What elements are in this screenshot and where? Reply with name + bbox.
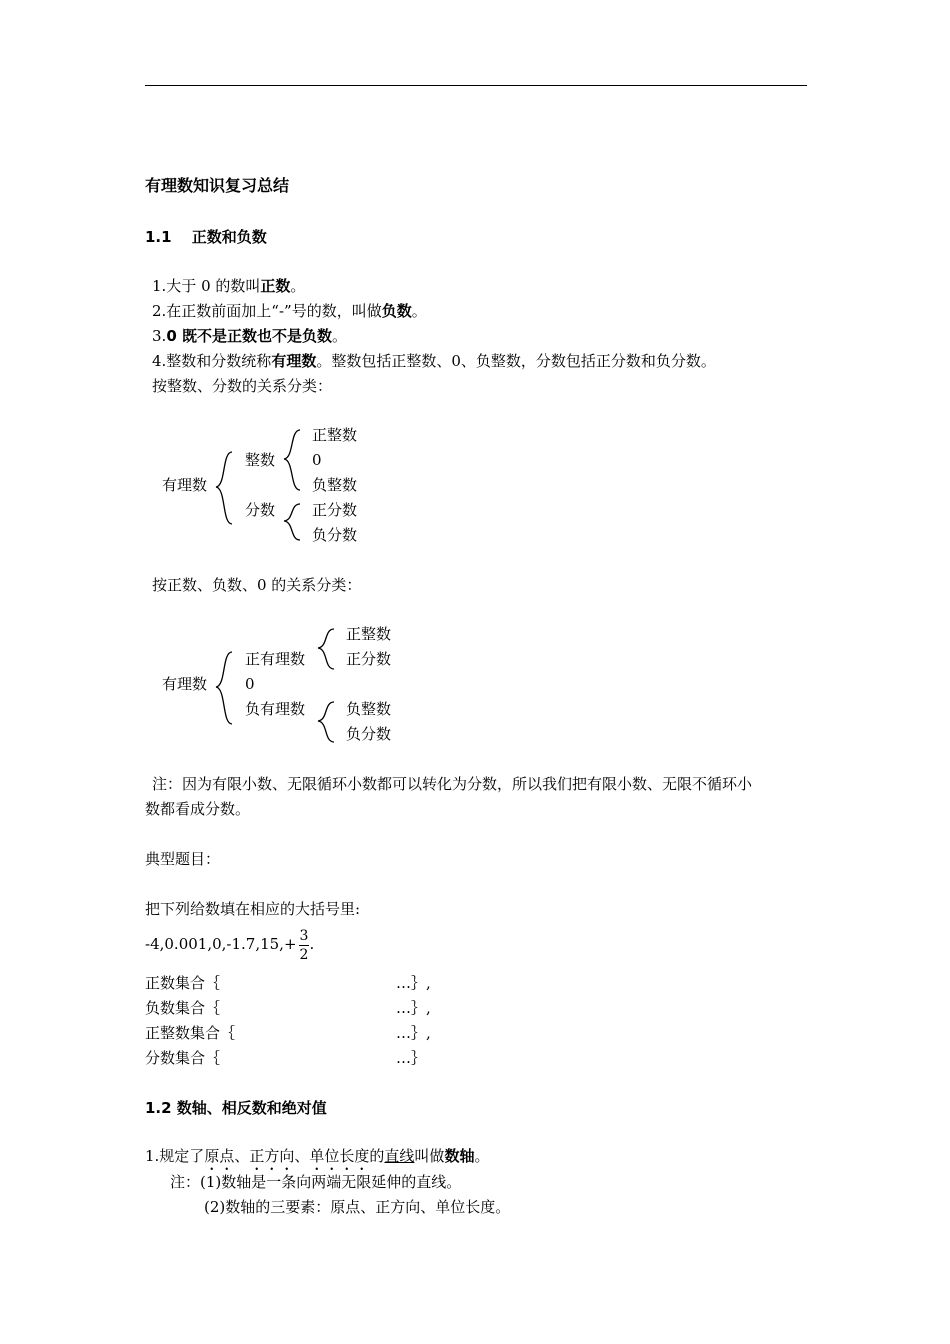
tree2-main-brace	[214, 650, 234, 730]
tree2-root: 有理数	[162, 675, 208, 693]
set-negative-end: …｝,	[396, 999, 431, 1017]
tree1-integer-child-2: 0	[312, 451, 322, 469]
tree2-negative-child-2: 负分数	[346, 725, 392, 743]
tree1-integer-child-3: 负整数	[312, 476, 358, 494]
set-positive-end: …｝,	[396, 974, 431, 992]
tree1-fraction-child-2: 负分数	[312, 526, 358, 544]
tree2-positive-child-2: 正分数	[346, 650, 392, 668]
classification-1-intro: 按整数、分数的关系分类：	[152, 377, 333, 395]
number-line-definition: 1.规定了原点、正方向、单位长度的直线叫做数轴。	[145, 1147, 490, 1165]
set-positive-integer-end: …｝,	[396, 1024, 431, 1042]
set-fraction-label: 分数集合｛	[145, 1049, 221, 1067]
tree2-zero: 0	[245, 675, 255, 693]
fraction-three-halves: $\frac{3}{2}$	[299, 927, 309, 963]
set-positive-integer-label: 正整数集合｛	[145, 1024, 236, 1042]
number-line-note-2: (2)数轴的三要素：原点、正方向、单位长度。	[204, 1198, 511, 1216]
classification-2-intro: 按正数、负数、0 的关系分类：	[152, 576, 362, 594]
tree2-negative-brace	[316, 700, 336, 746]
definition-negative: 2.在正数前面加上“-”号的数，叫做负数。	[152, 302, 427, 320]
section-2-heading: 1.2 数轴、相反数和绝对值	[145, 1099, 327, 1117]
note-line-2: 数都看成分数。	[145, 800, 251, 818]
set-positive-label: 正数集合｛	[145, 974, 221, 992]
tree1-fraction: 分数	[245, 501, 276, 519]
typical-problems-label: 典型题目：	[145, 850, 221, 868]
tree1-integer-brace	[282, 428, 302, 494]
header-rule	[145, 85, 807, 86]
tree2-positive-brace	[316, 627, 336, 673]
tree2-negative-child-1: 负整数	[346, 700, 392, 718]
tree1-integer: 整数	[245, 451, 276, 469]
tree1-fraction-brace	[282, 502, 302, 544]
definition-rational: 4.整数和分数统称有理数。整数包括正整数、0、负整数，分数包括正分数和负分数。	[152, 352, 716, 370]
number-list: -4,0.001,0,-1.7,15,+ $\frac{3}{2}$ .	[145, 927, 315, 963]
tree1-integer-child-1: 正整数	[312, 426, 358, 444]
tree1-root: 有理数	[162, 476, 208, 494]
note-line-1: 注：因为有限小数、无限循环小数都可以转化为分数，所以我们把有限小数、无限不循环小	[152, 775, 753, 793]
tree2-positive-child-1: 正整数	[346, 625, 392, 643]
tree2-positive: 正有理数	[245, 650, 306, 668]
set-negative-label: 负数集合｛	[145, 999, 221, 1017]
tree1-main-brace	[214, 450, 234, 530]
tree2-negative: 负有理数	[245, 700, 306, 718]
number-line-note-1: 注：(1)数轴是一条向两端无限延伸的直线。	[170, 1173, 462, 1191]
section-1-heading: 1.1 正数和负数	[145, 228, 267, 246]
document-title: 有理数知识复习总结	[145, 176, 290, 195]
tree1-fraction-child-1: 正分数	[312, 501, 358, 519]
set-fraction-end: …｝	[396, 1049, 427, 1067]
definition-zero: 3.0 既不是正数也不是负数。	[152, 327, 347, 345]
definition-positive: 1.大于 0 的数叫正数。	[152, 277, 306, 295]
problem-statement: 把下列给数填在相应的大括号里:	[145, 900, 361, 918]
